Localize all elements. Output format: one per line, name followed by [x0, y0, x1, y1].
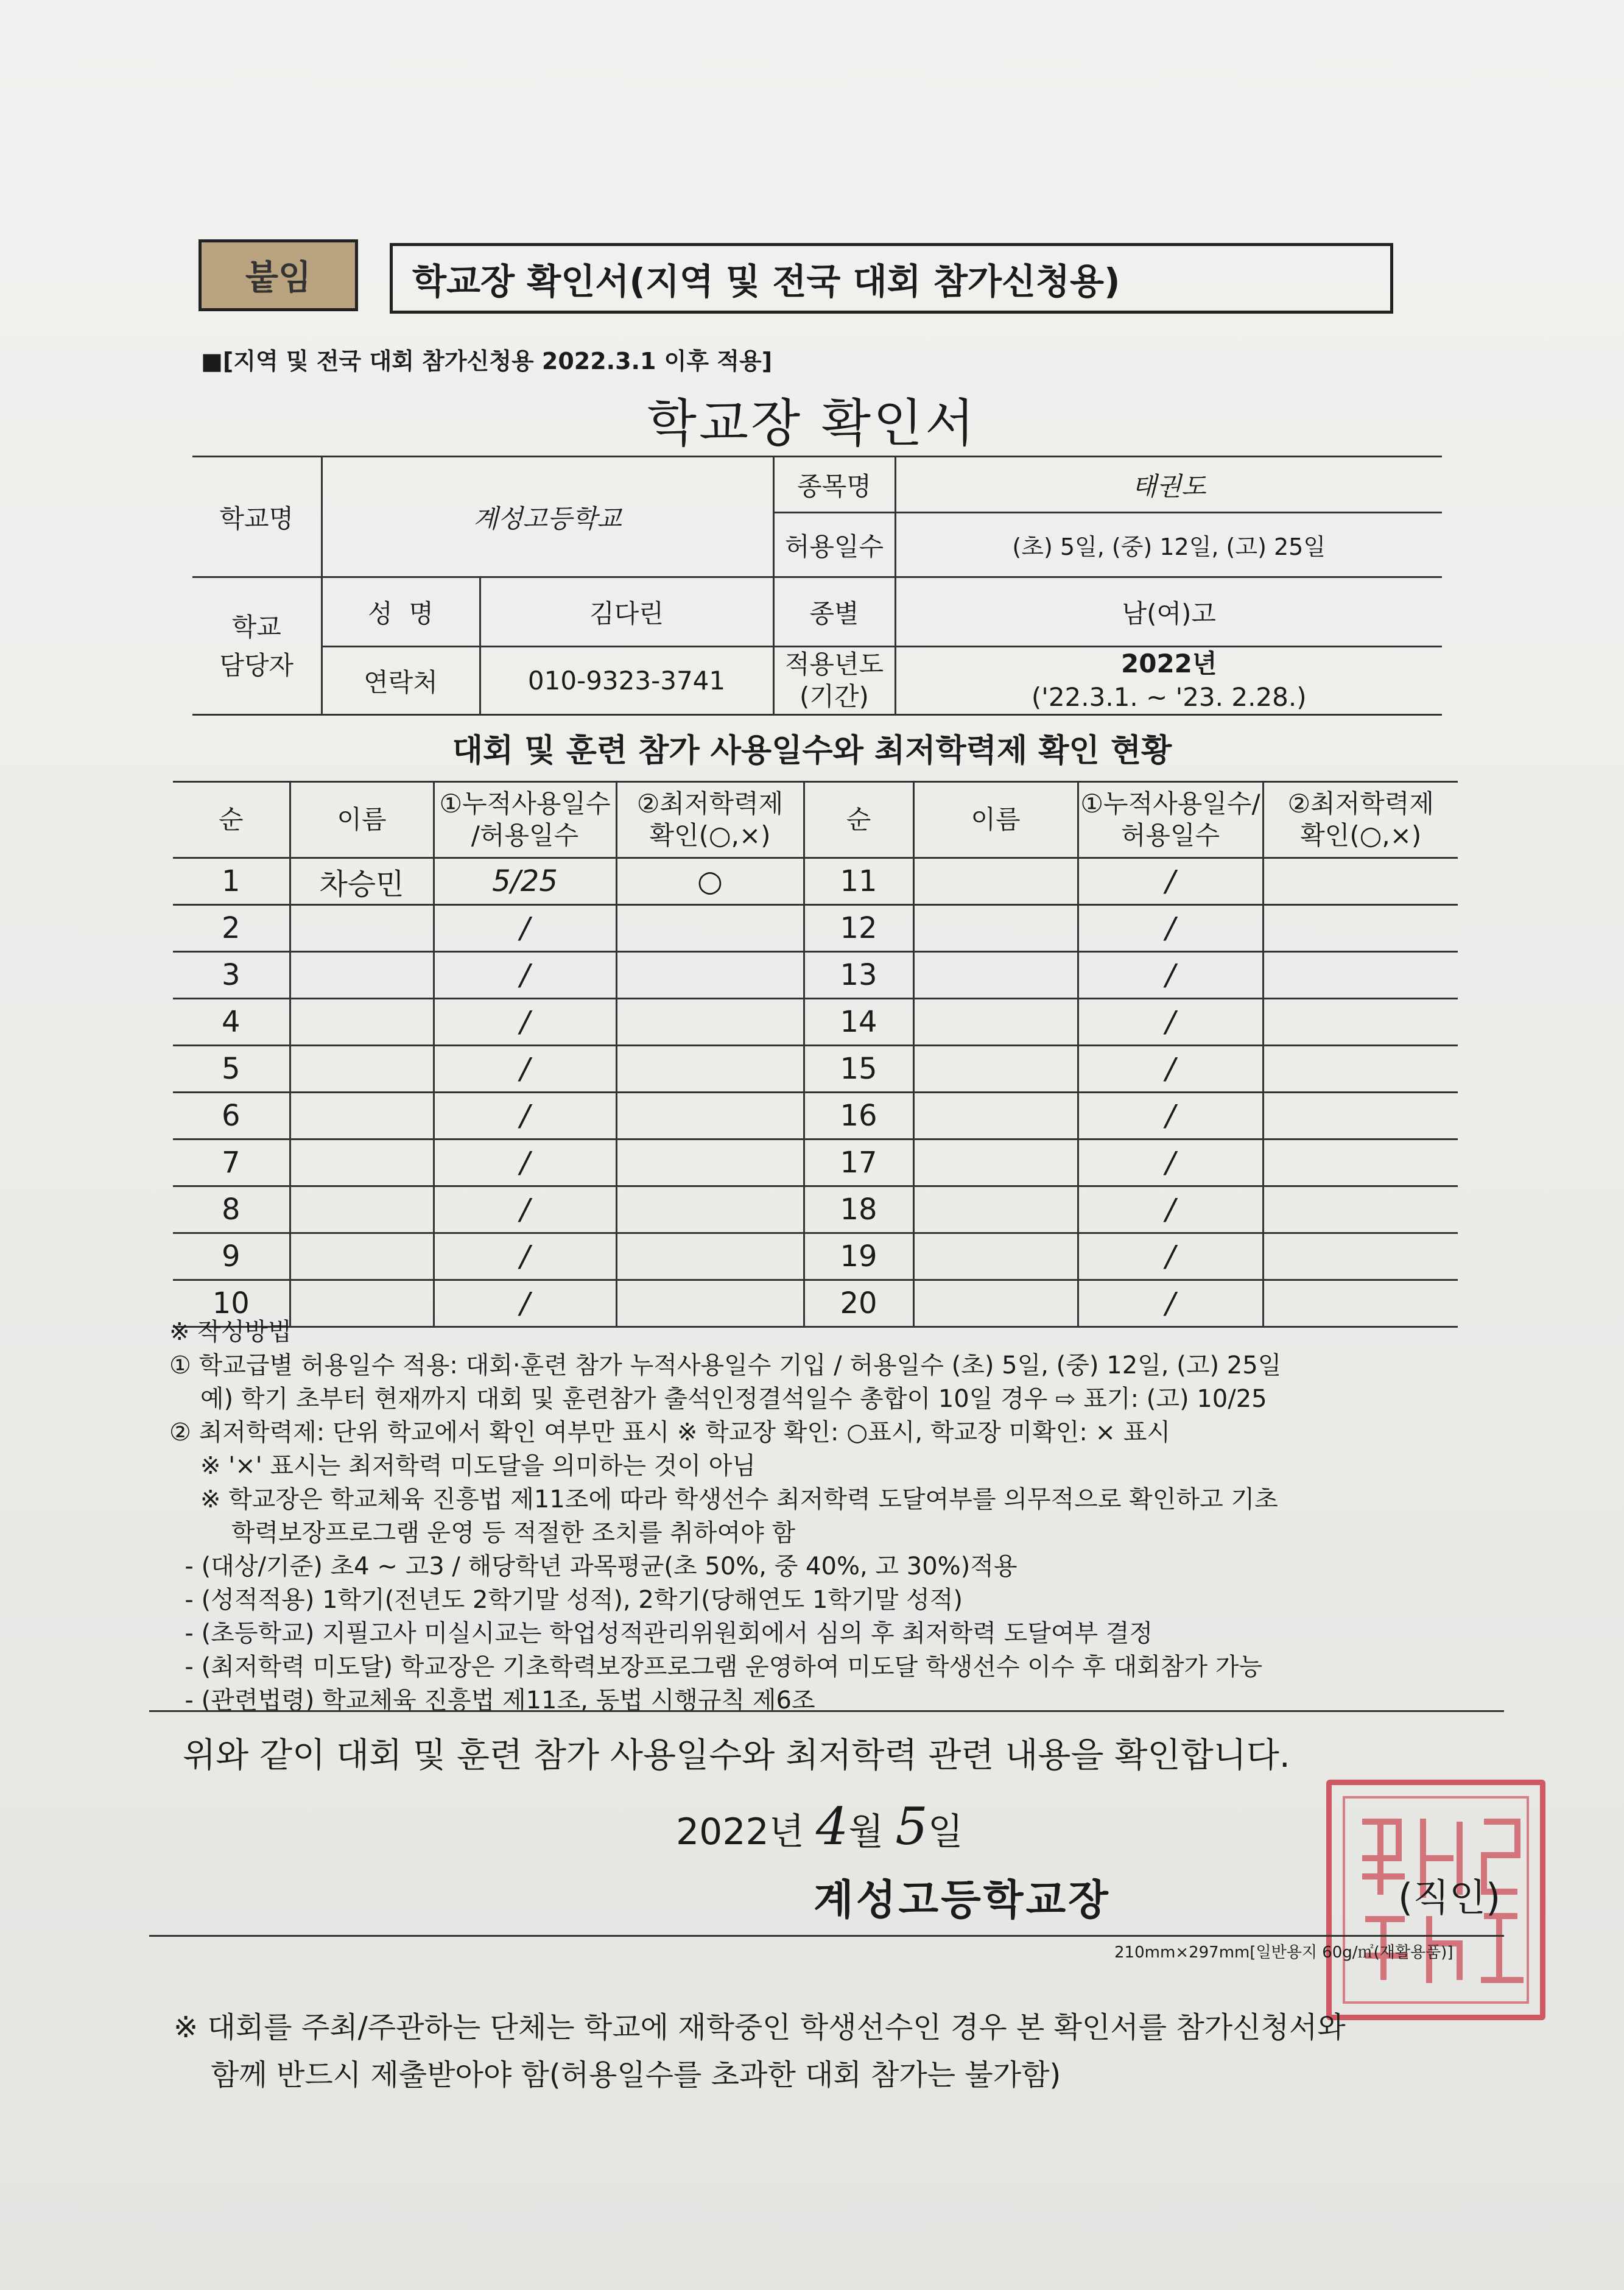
table-cell-n: 10	[173, 1280, 290, 1327]
table-cell-name	[290, 1093, 434, 1140]
paper-spec: 210mm×297mm[일반용지 60g/㎡(재활용품)]	[1114, 1943, 1454, 1962]
name-label: 성 명	[322, 577, 480, 647]
table-cell-n: 19	[804, 1233, 913, 1280]
table-row	[173, 952, 1458, 999]
year-value: 2022년	[1121, 649, 1217, 678]
footnote-line: ※ 대회를 주최/주관하는 단체는 학교에 재학중인 학생선수인 경우 본 확인서를 참가신청서와	[174, 2010, 1346, 2045]
instruction-line: - (초등학교) 지필고사 미실시교는 학업성적관리위원회에서 심의 후 최저학력 도달여부 결정	[169, 1619, 1153, 1647]
table-row	[173, 1140, 1458, 1186]
manager-label: 학교 담당자	[192, 577, 322, 715]
date-month-handwritten: 4	[815, 1797, 849, 1856]
status-table-title: 대회 및 훈련 참가 사용일수와 최저학력제 확인 현황	[452, 733, 1172, 769]
col-header: 순	[173, 782, 290, 858]
attachment-tag: 붙임	[199, 239, 358, 311]
table-cell-name	[290, 905, 434, 952]
col-header: ②최저학력제 확인(○,×)	[616, 782, 804, 858]
allowed-days-value: (초) 5일, (중) 12일, (고) 25일	[895, 513, 1442, 577]
instruction-line: ※ '×' 표시는 최저학력 미도달을 의미하는 것이 아님	[169, 1452, 756, 1480]
apply-note: ■[지역 및 전국 대회 참가신청용 2022.3.1 이후 적용]	[201, 348, 773, 375]
table-cell-days: /	[434, 1280, 616, 1327]
table-cell-check	[1263, 1186, 1458, 1233]
table-cell-n: 14	[804, 999, 913, 1046]
table-cell-check	[616, 905, 804, 952]
table-cell-n: 11	[804, 858, 913, 905]
instruction-line: ※ 학교장은 학교체육 진흥법 제11조에 따라 학생선수 최저학력 도달여부를 의무적으로 확인하고 기초	[169, 1485, 1278, 1513]
school-label: 학교명	[192, 457, 322, 577]
table-cell-n: 6	[173, 1093, 290, 1140]
table-cell-check	[1263, 905, 1458, 952]
table-cell-check	[1263, 1093, 1458, 1140]
table-cell-days: /	[1078, 905, 1263, 952]
table-cell-days: /	[1078, 858, 1263, 905]
table-cell-n: 17	[804, 1140, 913, 1186]
table-cell-n: 9	[173, 1233, 290, 1280]
table-cell-days: /	[1078, 1046, 1263, 1093]
table-cell-days: 5/25	[434, 858, 616, 905]
table-cell-check	[1263, 952, 1458, 999]
table-cell-days: /	[434, 905, 616, 952]
instruction-line: - (대상/기준) 초4 ~ 고3 / 해당학년 과목평균(초 50%, 중 40%, 고 30%)적용	[169, 1552, 1018, 1580]
table-cell-name	[913, 858, 1078, 905]
table-cell-days: /	[434, 1233, 616, 1280]
table-cell-check	[616, 1233, 804, 1280]
table-cell-check	[616, 1093, 804, 1140]
table-cell-n: 5	[173, 1046, 290, 1093]
table-cell-n: 2	[173, 905, 290, 952]
table-row	[173, 858, 1458, 905]
footnote-line: 함께 반드시 제출받아야 함(허용일수를 초과한 대회 참가는 불가함)	[174, 2058, 1061, 2092]
table-cell-name	[290, 1140, 434, 1186]
confirmation-statement: 위와 같이 대회 및 훈련 참가 사용일수와 최저학력 관련 내용을 확인합니다.	[183, 1736, 1290, 1775]
date-year: 2022년	[676, 1811, 804, 1853]
allowed-days-label: 허용일수	[773, 513, 895, 577]
instruction-line: - (성적적용) 1학기(전년도 2학기말 성적), 2학기(당해연도 1학기말 성적)	[169, 1586, 963, 1614]
table-cell-name	[913, 999, 1078, 1046]
manager-name: 김다린	[480, 577, 773, 647]
table-cell-days: /	[1078, 1280, 1263, 1327]
date-day-handwritten: 5	[895, 1797, 928, 1856]
table-cell-n: 1	[173, 858, 290, 905]
table-cell-days: /	[1078, 1233, 1263, 1280]
date-month-unit: 월	[848, 1811, 884, 1853]
participation-table	[173, 781, 1458, 1328]
table-body	[173, 858, 1458, 1327]
instruction-line: 예) 학기 초부터 현재까지 대회 및 훈련참가 출석인정결석일수 총합이 10일 경우 ⇨ 표기: (고) 10/25	[169, 1385, 1267, 1413]
table-cell-n: 20	[804, 1280, 913, 1327]
date-day-unit: 일	[927, 1811, 963, 1853]
table-cell-check	[1263, 999, 1458, 1046]
table-cell-check	[616, 1046, 804, 1093]
table-cell-name	[290, 1046, 434, 1093]
form-title-box: 학교장 확인서(지역 및 전국 대회 참가신청용)	[390, 243, 1393, 314]
table-cell-check	[616, 999, 804, 1046]
instructions-lines	[169, 1349, 1509, 1718]
table-cell-days: /	[434, 999, 616, 1046]
year-period: ('22.3.1. ~ '23. 2.28.)	[1031, 682, 1307, 712]
table-cell-days: /	[1078, 1140, 1263, 1186]
instruction-line: - (관련법령) 학교체육 진흥법 제11조, 동법 시행규칙 제6조	[169, 1686, 815, 1714]
table-cell-name	[913, 1233, 1078, 1280]
col-header: 순	[804, 782, 913, 858]
table-cell-days: /	[1078, 1186, 1263, 1233]
table-cell-days: /	[1078, 999, 1263, 1046]
table-cell-n: 15	[804, 1046, 913, 1093]
table-cell-name	[913, 1186, 1078, 1233]
year-cell	[895, 647, 1442, 715]
instruction-line: ② 최저학력제: 단위 학교에서 확인 여부만 표시 ※ 학교장 확인: ○표시, 학교장 미확인: × 표시	[169, 1418, 1171, 1446]
divider	[149, 1935, 1504, 1937]
table-row	[173, 905, 1458, 952]
sport-value: 태권도	[895, 457, 1442, 513]
signature-date	[676, 1797, 963, 1856]
table-cell-n: 13	[804, 952, 913, 999]
table-row	[173, 1233, 1458, 1280]
table-cell-check	[1263, 1233, 1458, 1280]
table-row	[173, 1046, 1458, 1093]
col-header: ②최저학력제 확인(○,×)	[1263, 782, 1458, 858]
table-cell-name	[913, 952, 1078, 999]
instructions-heading: ※ 작성방법	[169, 1318, 292, 1346]
table-cell-n: 16	[804, 1093, 913, 1140]
table-cell-n: 12	[804, 905, 913, 952]
table-row	[173, 1093, 1458, 1140]
year-label: 적용년도 (기간)	[773, 647, 895, 715]
table-cell-days: /	[434, 1046, 616, 1093]
col-header: 이름	[913, 782, 1078, 858]
principal-title: 계성고등학교장	[814, 1876, 1111, 1925]
col-header: 이름	[290, 782, 434, 858]
category-value: 남(여)고	[895, 577, 1442, 647]
divider	[149, 1710, 1504, 1712]
table-cell-days: /	[1078, 952, 1263, 999]
sport-label: 종목명	[773, 457, 895, 513]
table-cell-n: 8	[173, 1186, 290, 1233]
school-info-table	[192, 456, 1442, 716]
table-header-row	[173, 782, 1458, 858]
table-cell-check	[1263, 1140, 1458, 1186]
instruction-line: ① 학교급별 허용일수 적용: 대회·훈련 참가 누적사용일수 기입 / 허용일수 (초) 5일, (중) 12일, (고) 25일	[169, 1351, 1282, 1379]
table-cell-name	[913, 1140, 1078, 1186]
table-cell-name	[913, 1093, 1078, 1140]
writing-instructions	[169, 1316, 1509, 1718]
contact-label: 연락처	[322, 647, 480, 715]
table-cell-days: /	[434, 1140, 616, 1186]
table-row	[173, 999, 1458, 1046]
table-cell-name	[913, 905, 1078, 952]
table-cell-name	[290, 999, 434, 1046]
table-cell-n: 18	[804, 1186, 913, 1233]
table-cell-name	[913, 1046, 1078, 1093]
table-cell-name: 차승민	[290, 858, 434, 905]
table-cell-check	[1263, 1046, 1458, 1093]
contact-value: 010-9323-3741	[480, 647, 773, 715]
school-value: 계성고등학교	[322, 457, 773, 577]
table-cell-days: /	[1078, 1093, 1263, 1140]
col-header: ①누적사용일수 /허용일수	[434, 782, 616, 858]
col-header: ①누적사용일수/ 허용일수	[1078, 782, 1263, 858]
table-cell-check	[616, 1140, 804, 1186]
table-cell-check	[616, 952, 804, 999]
footnote	[174, 2004, 1346, 2099]
table-cell-name	[290, 1233, 434, 1280]
table-cell-n: 4	[173, 999, 290, 1046]
table-cell-check	[1263, 858, 1458, 905]
table-cell-name	[290, 952, 434, 999]
table-cell-days: /	[434, 1093, 616, 1140]
table-cell-name	[290, 1186, 434, 1233]
table-cell-check: ○	[616, 858, 804, 905]
seal-label: (직인)	[1398, 1875, 1501, 1920]
document-title: 학교장 확인서	[647, 393, 977, 453]
category-label: 종별	[773, 577, 895, 647]
table-cell-check	[616, 1186, 804, 1233]
table-cell-days: /	[434, 952, 616, 999]
table-cell-n: 7	[173, 1140, 290, 1186]
instruction-line: 학력보장프로그램 운영 등 적절한 조치를 취하여야 함	[169, 1519, 796, 1547]
table-row	[173, 1186, 1458, 1233]
instruction-line: - (최저학력 미도달) 학교장은 기초학력보장프로그램 운영하여 미도달 학생선수 이수 후 대회참가 가능	[169, 1653, 1263, 1681]
table-cell-days: /	[434, 1186, 616, 1233]
table-cell-n: 3	[173, 952, 290, 999]
